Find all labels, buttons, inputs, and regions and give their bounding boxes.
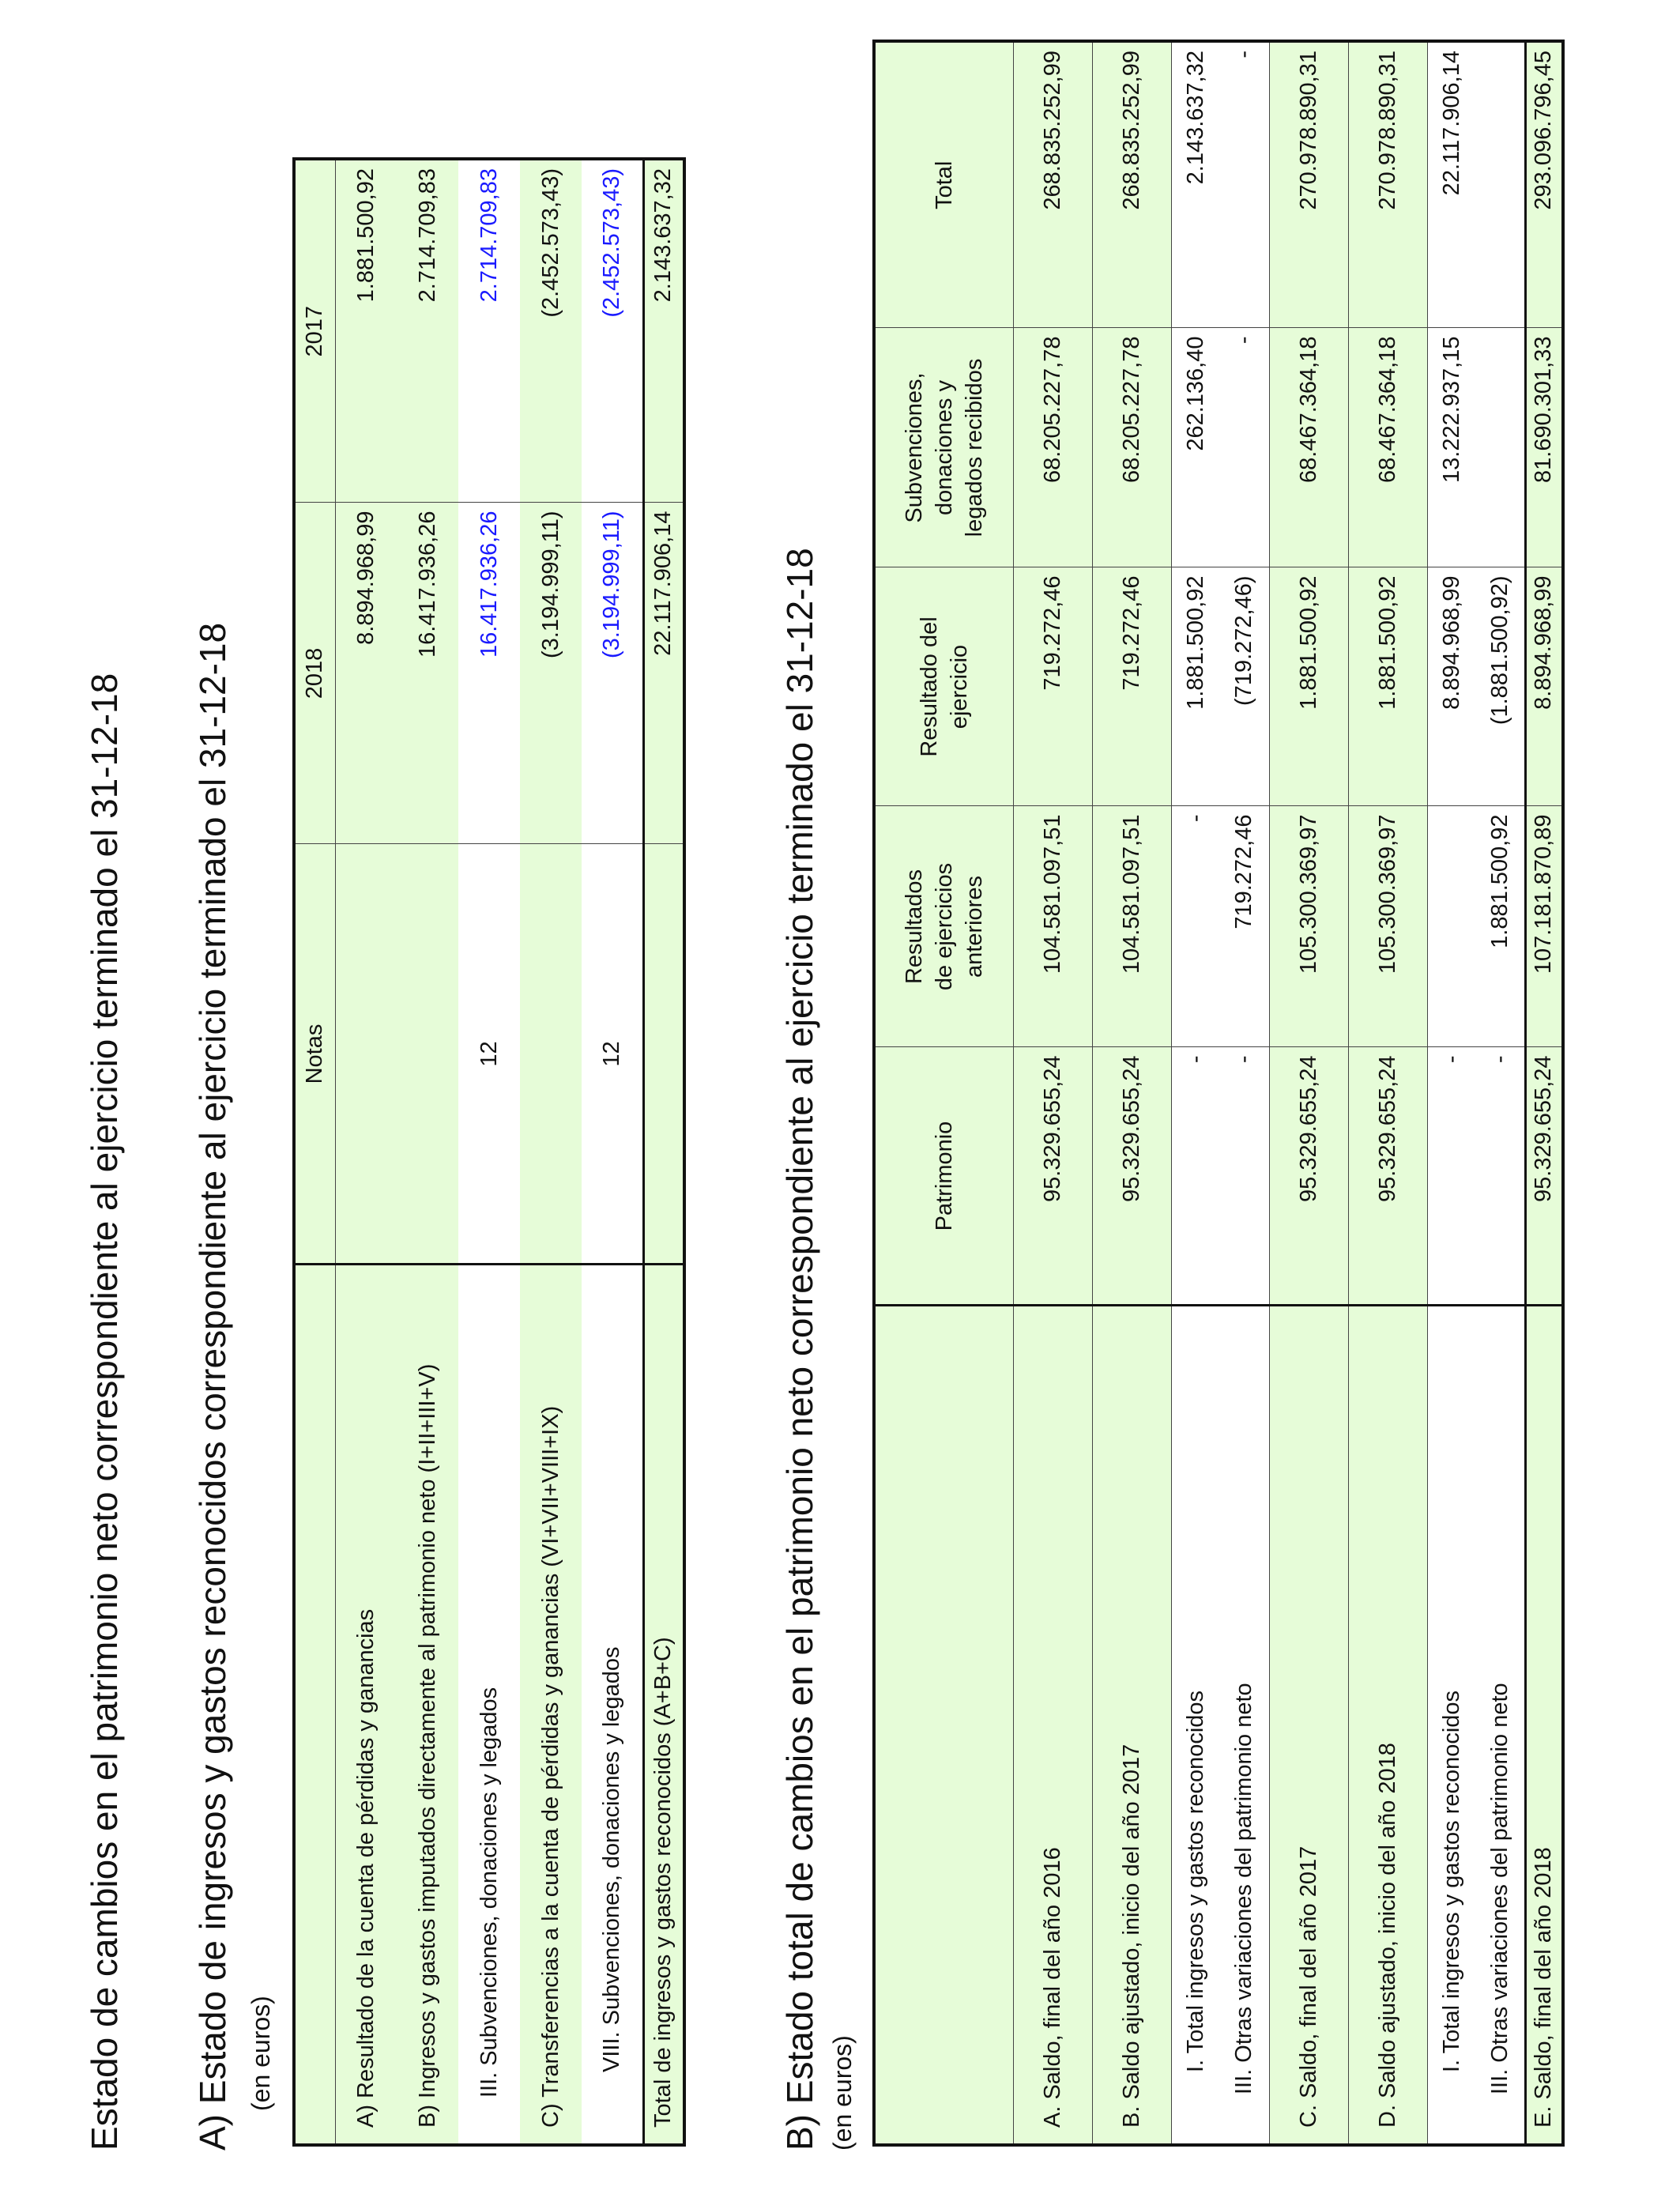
table-row: A. Saldo, final del año 2016 95.329.655,24 104.581.097,51 719.272,46 68.205.227,78 268.835.252,99 — [1013, 41, 1092, 2145]
table-row: D. Saldo ajustado, inicio del año 2018 95.329.655,24 105.300.369,97 1.881.500,92 68.467.364,18 270.978.890,31 — [1348, 41, 1427, 2145]
section-a-title: A) Estado de ingresos y gastos reconocidos correspondiente al ejercicio terminado el 31-12-18 — [192, 622, 233, 2151]
main-title: Estado de cambios en el patrimonio neto correspondiente al ejercicio terminado el 31-12-18 — [84, 673, 125, 2151]
section-a-header-blank — [294, 1265, 335, 2145]
table-row: I. Total ingresos y gastos reconocidos - - 1.881.500,92 262.136,40 2.143.637,32 — [1171, 41, 1220, 2145]
section-a-table — [292, 157, 686, 2147]
section-a-header-row — [294, 159, 335, 2145]
table-row-total: Total de ingresos y gastos reconocidos (A+B+C) 22.117.906,14 2.143.637,32 — [643, 159, 684, 2145]
table-row: C. Saldo, final del año 2017 95.329.655,24 105.300.369,97 1.881.500,92 68.467.364,18 270.978.890,31 — [1269, 41, 1348, 2145]
section-b-units: (en euros) — [828, 2035, 857, 2151]
table-row: B. Saldo ajustado, inicio del año 2017 95.329.655,24 104.581.097,51 719.272,46 68.205.227,78 268.835.252,99 — [1092, 41, 1171, 2145]
section-a-units: (en euros) — [247, 1996, 275, 2111]
header-subvenciones: Subvenciones, donaciones y legados recibidos — [874, 328, 1013, 567]
header-patrimonio: Patrimonio — [874, 1047, 1013, 1306]
section-b-table — [872, 40, 1565, 2147]
header-resultados-anteriores: Resultados de ejercicios anteriores — [874, 806, 1013, 1047]
section-b-header-row — [874, 41, 1013, 2145]
table-row: A) Resultado de la cuenta de pérdidas y ganancias 8.894.968,99 1.881.500,92 — [335, 159, 397, 2145]
table-row: C) Transferencias a la cuenta de pérdidas y ganancias (VI+VII+VIII+IX) (3.194.999,11) (2.452.573,43) — [520, 159, 582, 2145]
table-row: III. Subvenciones, donaciones y legados 12 16.417.936,26 2.714.709,83 — [458, 159, 520, 2145]
table-row: III. Otras variaciones del patrimonio neto - 1.881.500,92 (1.881.500,92) — [1476, 41, 1525, 2145]
table-row-total: E. Saldo, final del año 2018 95.329.655,24 107.181.870,89 8.894.968,99 81.690.301,33 293.096.796,45 — [1525, 41, 1563, 2145]
table-row: I. Total ingresos y gastos reconocidos - 8.894.968,99 13.222.937,15 22.117.906,14 — [1427, 41, 1476, 2145]
table-row: III. Otras variaciones del patrimonio neto - 719.272,46 (719.272,46) - - — [1220, 41, 1269, 2145]
section-b-header-blank — [874, 1306, 1013, 2145]
header-total: Total — [931, 160, 957, 209]
table-row: B) Ingresos y gastos imputados directamente al patrimonio neto (I+II+III+V) 16.417.936,26 2.714.709,83 — [397, 159, 458, 2145]
header-notas: Notas — [294, 844, 335, 1265]
section-b-title: B) Estado total de cambios en el patrimonio neto correspondiente al ejercicio terminado el 31-12-18 — [779, 548, 820, 2151]
header-2018: 2018 — [294, 503, 335, 844]
header-resultado-ejercicio: Resultado del ejercicio — [874, 567, 1013, 806]
table-row: VIII. Subvenciones, donaciones y legados 12 (3.194.999,11) (2.452.573,43) — [582, 159, 643, 2145]
header-2017: 2017 — [302, 306, 328, 357]
